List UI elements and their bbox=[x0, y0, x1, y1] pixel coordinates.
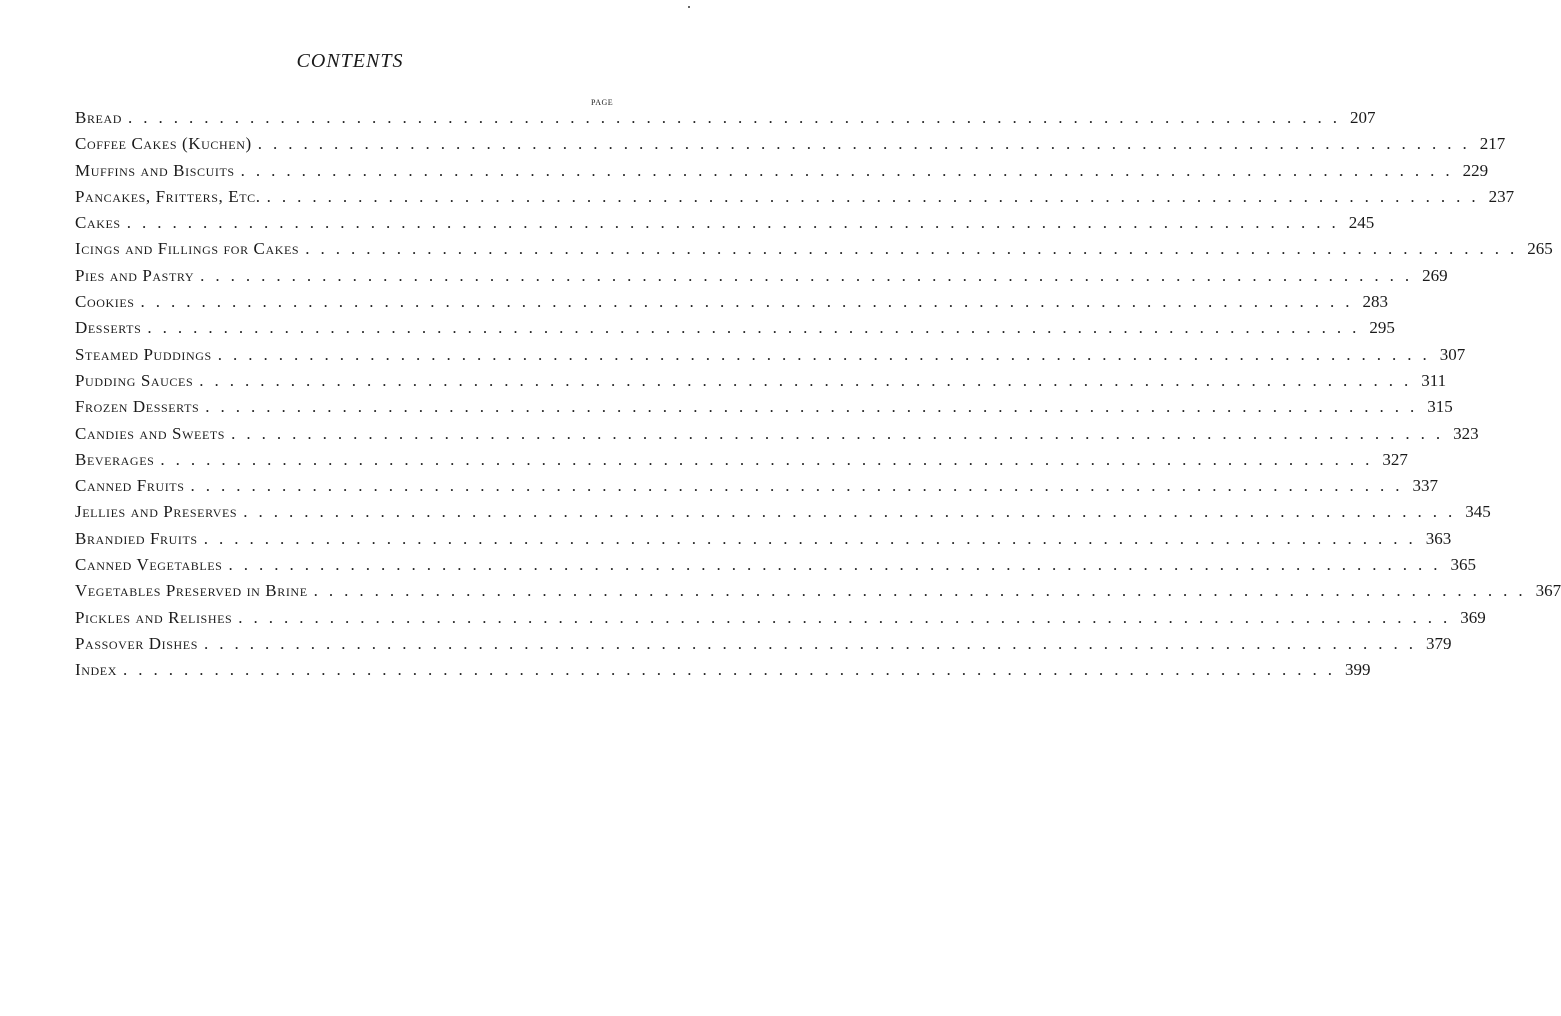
toc-entry-page-number: 363 bbox=[1425, 528, 1452, 548]
toc-entry-title: Canned Vegetables bbox=[75, 555, 223, 575]
dot-leader: ................................................................................ bbox=[126, 213, 1347, 233]
toc-entry-title: Pickles and Relishes bbox=[75, 607, 233, 627]
toc-entry-page-number: 315 bbox=[1427, 397, 1453, 417]
dot-leader: ................................................................................ bbox=[190, 476, 1411, 496]
toc-entry-page-number: 283 bbox=[1362, 292, 1389, 312]
toc-entry-page-number: 265 bbox=[1527, 239, 1553, 259]
toc-entry bbox=[75, 318, 1395, 344]
dot-leader: ................................................................................ bbox=[217, 344, 1438, 364]
toc-entry-title: Pudding Sauces bbox=[75, 370, 194, 390]
toc-entry bbox=[75, 528, 1452, 555]
toc-entry-title: Frozen Desserts bbox=[75, 397, 200, 417]
toc-entry-page-number: 217 bbox=[1479, 134, 1506, 154]
toc-entry-page-number: 245 bbox=[1348, 213, 1375, 233]
toc-entry-page-number: 237 bbox=[1488, 186, 1515, 206]
toc-entry-page-number: 207 bbox=[1350, 108, 1376, 127]
dot-leader: ................................................................................ bbox=[128, 108, 1349, 127]
toc-entry bbox=[75, 476, 1439, 502]
toc-entry-title: Brandied Fruits bbox=[75, 528, 198, 548]
page-column-label: PAGE bbox=[591, 98, 614, 107]
toc-entry bbox=[75, 108, 1376, 134]
toc-entry-page-number: 365 bbox=[1450, 555, 1476, 575]
toc-entry-page-number: 311 bbox=[1421, 370, 1447, 390]
dot-leader: ................................................................................ bbox=[123, 660, 1343, 680]
toc-entry-title: Icings and Fillings for Cakes bbox=[75, 239, 300, 259]
toc-entry-title: Canned Fruits bbox=[75, 476, 185, 496]
toc-entry-title: Cakes bbox=[75, 213, 121, 233]
toc-entry-title: Candies and Sweets bbox=[75, 423, 226, 443]
toc-entry bbox=[75, 239, 1553, 265]
toc-entry bbox=[75, 607, 1486, 634]
toc-entry-page-number: 399 bbox=[1345, 660, 1371, 680]
toc-entry-title: Cookies bbox=[75, 292, 135, 312]
table-of-contents bbox=[75, 108, 1561, 687]
toc-entry-page-number: 269 bbox=[1422, 265, 1448, 285]
toc-entry bbox=[75, 344, 1466, 371]
toc-entry bbox=[75, 292, 1389, 318]
toc-entry bbox=[75, 213, 1375, 239]
dot-leader: ................................................................................ bbox=[305, 239, 1526, 259]
toc-entry-title: Steamed Puddings bbox=[75, 344, 212, 364]
dot-leader: ................................................................................ bbox=[200, 265, 1421, 285]
toc-entry-page-number: 307 bbox=[1439, 344, 1466, 364]
toc-entry-title: Coffee Cakes (Kuchen) bbox=[75, 134, 252, 154]
toc-entry bbox=[75, 555, 1476, 581]
toc-entry-title: Pancakes, Fritters, Etc. bbox=[75, 186, 261, 206]
toc-entry bbox=[75, 134, 1506, 160]
dot-leader: ................................................................................ bbox=[160, 449, 1381, 469]
toc-entry-title: Bread bbox=[75, 108, 123, 127]
dot-leader: ................................................................................ bbox=[257, 134, 1478, 154]
toc-entry bbox=[75, 265, 1448, 292]
toc-entry bbox=[75, 581, 1561, 607]
toc-entry-title: Passover Dishes bbox=[75, 633, 199, 653]
dot-leader: ................................................................................ bbox=[204, 633, 1425, 653]
toc-entry-page-number: 367 bbox=[1535, 581, 1561, 601]
page-title: CONTENTS bbox=[296, 50, 404, 72]
dot-leader: ................................................................................ bbox=[238, 607, 1459, 627]
toc-entry-page-number: 345 bbox=[1465, 502, 1491, 522]
toc-entry bbox=[75, 660, 1371, 686]
toc-entry-page-number: 295 bbox=[1369, 318, 1395, 338]
toc-entry bbox=[75, 160, 1489, 187]
dot-leader: ................................................................................ bbox=[147, 318, 1368, 338]
dot-leader: ................................................................................ bbox=[266, 186, 1487, 206]
toc-entry-title: Jellies and Preserves bbox=[75, 502, 238, 522]
toc-entry-title: Pies and Pastry bbox=[75, 265, 195, 285]
toc-entry bbox=[75, 370, 1447, 397]
dot-leader: ................................................................................ bbox=[203, 528, 1424, 548]
dot-leader: ................................................................................ bbox=[199, 370, 1420, 390]
dot-leader: ................................................................................ bbox=[313, 581, 1534, 601]
toc-entry bbox=[75, 423, 1479, 450]
toc-entry-page-number: 337 bbox=[1412, 476, 1439, 496]
toc-entry-title: Beverages bbox=[75, 449, 155, 469]
toc-entry bbox=[75, 186, 1515, 213]
toc-entry bbox=[75, 633, 1452, 660]
toc-entry-title: Muffins and Biscuits bbox=[75, 160, 235, 180]
dot-leader: ................................................................................ bbox=[140, 292, 1361, 312]
toc-entry-page-number: 323 bbox=[1453, 423, 1479, 443]
dot-leader: ................................................................................ bbox=[228, 555, 1449, 575]
dot-leader: ................................................................................ bbox=[205, 397, 1426, 417]
scan-speck bbox=[688, 6, 690, 8]
toc-entry-title: Desserts bbox=[75, 318, 142, 338]
dot-leader: ................................................................................ bbox=[240, 160, 1461, 180]
toc-entry bbox=[75, 397, 1453, 423]
toc-entry-page-number: 379 bbox=[1426, 633, 1452, 653]
toc-entry-page-number: 369 bbox=[1460, 607, 1486, 627]
toc-entry-page-number: 327 bbox=[1382, 449, 1408, 469]
toc-entry-title: Index bbox=[75, 660, 117, 680]
toc-entry bbox=[75, 449, 1408, 476]
toc-entry-page-number: 229 bbox=[1462, 160, 1489, 180]
toc-entry-title: Vegetables Preserved in Brine bbox=[75, 581, 308, 601]
dot-leader: ................................................................................ bbox=[243, 502, 1464, 522]
toc-entry bbox=[75, 502, 1491, 528]
dot-leader: ................................................................................ bbox=[231, 423, 1452, 443]
